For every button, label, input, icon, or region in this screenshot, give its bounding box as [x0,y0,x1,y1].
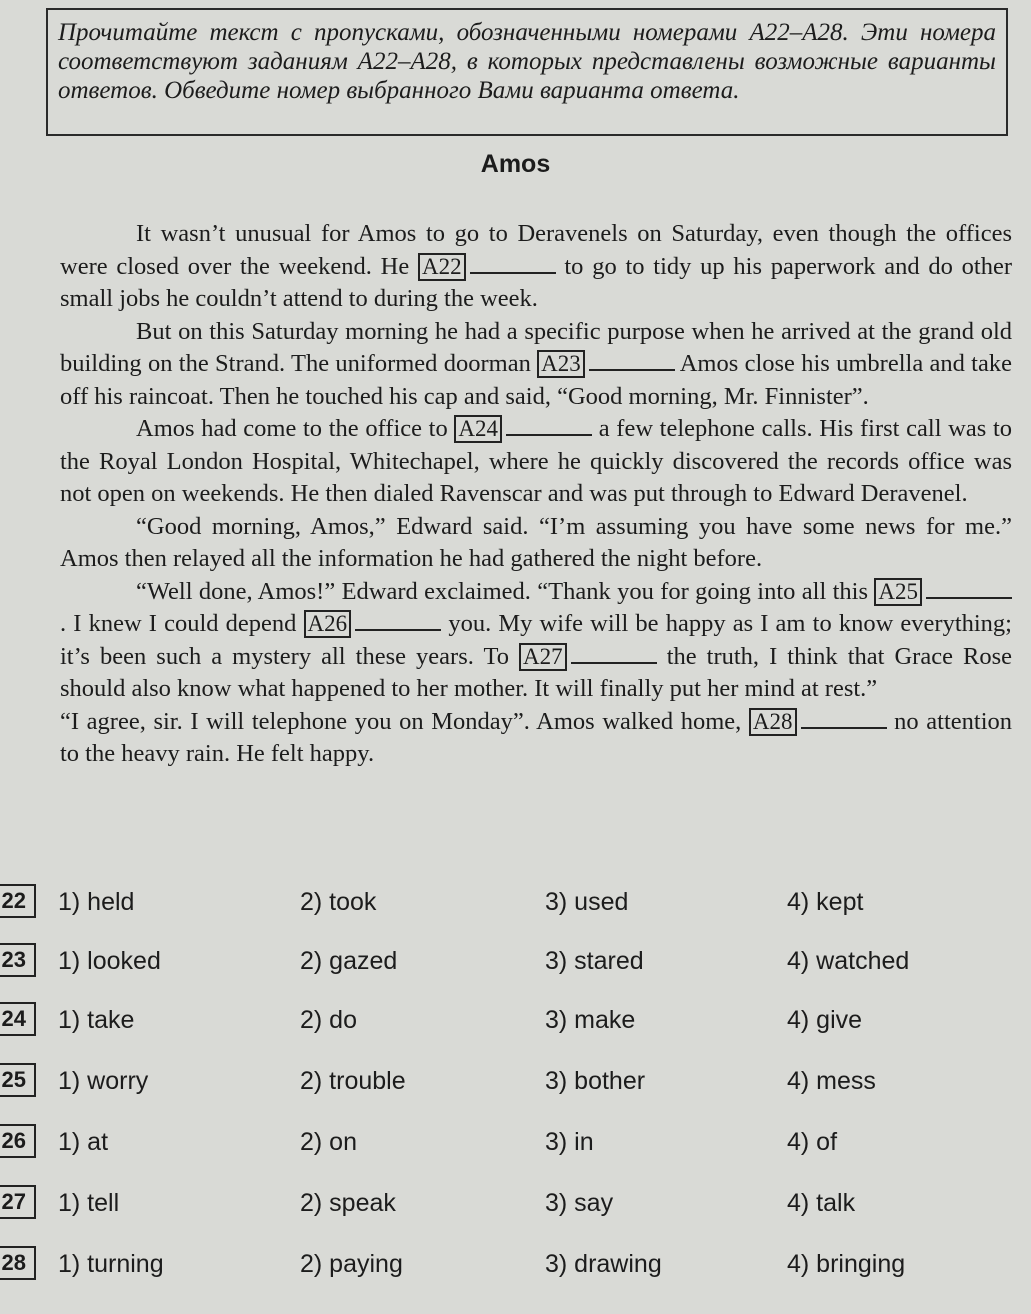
question-number: 23 [0,943,36,977]
option-3[interactable]: 3) in [545,1128,594,1156]
gap-a23: A23 [537,350,585,378]
option-4[interactable]: 4) watched [787,947,910,975]
option-2[interactable]: 2) trouble [300,1067,406,1095]
option-3[interactable]: 3) say [545,1189,614,1217]
passage-title: Amos [480,150,551,178]
gap-a27: A27 [519,643,567,671]
option-2[interactable]: 2) do [300,1006,357,1034]
option-4[interactable]: 4) give [787,1006,863,1034]
paragraph-4: “Good morning, Amos,” Edward said. “I’m assuming you have some news for me.” Amos then relayed all the information he had gathered the night before. [60,512,1012,572]
instruction-box: Прочитайте текст с пропусками, обозначенными номерами A22–A28. Эти номера соответствуют заданиям A22–A28, в которых представлены возможные варианты ответов. Обведите номер выбранного Вами варианта ответа. [46,8,1008,136]
blank-a27 [571,644,657,664]
option-1[interactable]: 1) worry [58,1067,149,1095]
blank-a24 [506,416,592,436]
blank-a25 [926,579,1012,599]
paragraph-2: But on this Saturday morning he had a specific purpose when he arrived at the grand old building on the Strand. The uniformed doorman A23 Amos close his umbrella and take off his raincoat. Then he touched his cap and said, “Good morning, Mr. Finnister”. [60,317,1012,410]
option-2[interactable]: 2) on [300,1128,357,1156]
blank-a28 [801,709,887,729]
passage-text [60,218,1012,771]
question-row [0,1246,1031,1286]
option-1[interactable]: 1) take [58,1006,135,1034]
option-2[interactable]: 2) took [300,888,377,916]
gap-a22: A22 [418,253,466,281]
option-3[interactable]: 3) bother [545,1067,646,1095]
question-row [0,1063,1031,1103]
option-1[interactable]: 1) held [58,888,135,916]
option-2[interactable]: 2) gazed [300,947,398,975]
question-number: 26 [0,1124,36,1158]
question-number: 24 [0,1002,36,1036]
question-row [0,1002,1031,1042]
option-4[interactable]: 4) talk [787,1189,856,1217]
option-3[interactable]: 3) used [545,888,629,916]
option-2[interactable]: 2) paying [300,1250,403,1278]
option-2[interactable]: 2) speak [300,1189,396,1217]
paragraph-1: It wasn’t unusual for Amos to go to Deravenels on Saturday, even though the offices were closed over the weekend. He A22 to go to tidy up his paperwork and do other small jobs he couldn’t attend to during the week. [60,220,1013,312]
question-number: 27 [0,1185,36,1219]
option-1[interactable]: 1) turning [58,1250,164,1278]
question-number: 22 [0,884,36,918]
option-3[interactable]: 3) stared [545,947,644,975]
question-row [0,943,1031,983]
gap-a28: A28 [749,708,797,736]
question-row [0,1124,1031,1164]
option-4[interactable]: 4) mess [787,1067,876,1095]
gap-a25: A25 [874,578,922,606]
option-1[interactable]: 1) tell [58,1189,120,1217]
paragraph-3: Amos had come to the office to A24 a few telephone calls. His first call was to the Royal London Hospital, Whitechapel, where he quickly discovered the records office was not open on weekends. He then dialed Ravenscar and was put through to Edward Deravenel. [60,415,1013,507]
paragraph-5: “Well done, Amos!” Edward exclaimed. “Thank you for going into all this A25. I knew I could depend A26 you. My wife will be happy as I am to know everything; it’s been such a mystery all these years. To A27 the truth, I think that Grace Rose should also know what happened to her mother. It will finally put her mind at rest.” [60,577,1013,702]
gap-a26: A26 [304,610,352,638]
question-number: 25 [0,1063,36,1097]
blank-a22 [470,254,556,274]
option-4[interactable]: 4) bringing [787,1250,906,1278]
option-3[interactable]: 3) make [545,1006,636,1034]
option-1[interactable]: 1) at [58,1128,109,1156]
option-3[interactable]: 3) drawing [545,1250,662,1278]
question-row [0,884,1031,924]
paragraph-6: “I agree, sir. I will telephone you on Monday”. Amos walked home, A28 no attention to the heavy rain. He felt happy. [60,707,1013,767]
blank-a26 [355,611,441,631]
question-number: 28 [0,1246,36,1280]
option-4[interactable]: 4) of [787,1128,838,1156]
option-4[interactable]: 4) kept [787,888,864,916]
option-1[interactable]: 1) looked [58,947,161,975]
gap-a24: A24 [454,415,502,443]
blank-a23 [589,351,675,371]
question-row [0,1185,1031,1225]
